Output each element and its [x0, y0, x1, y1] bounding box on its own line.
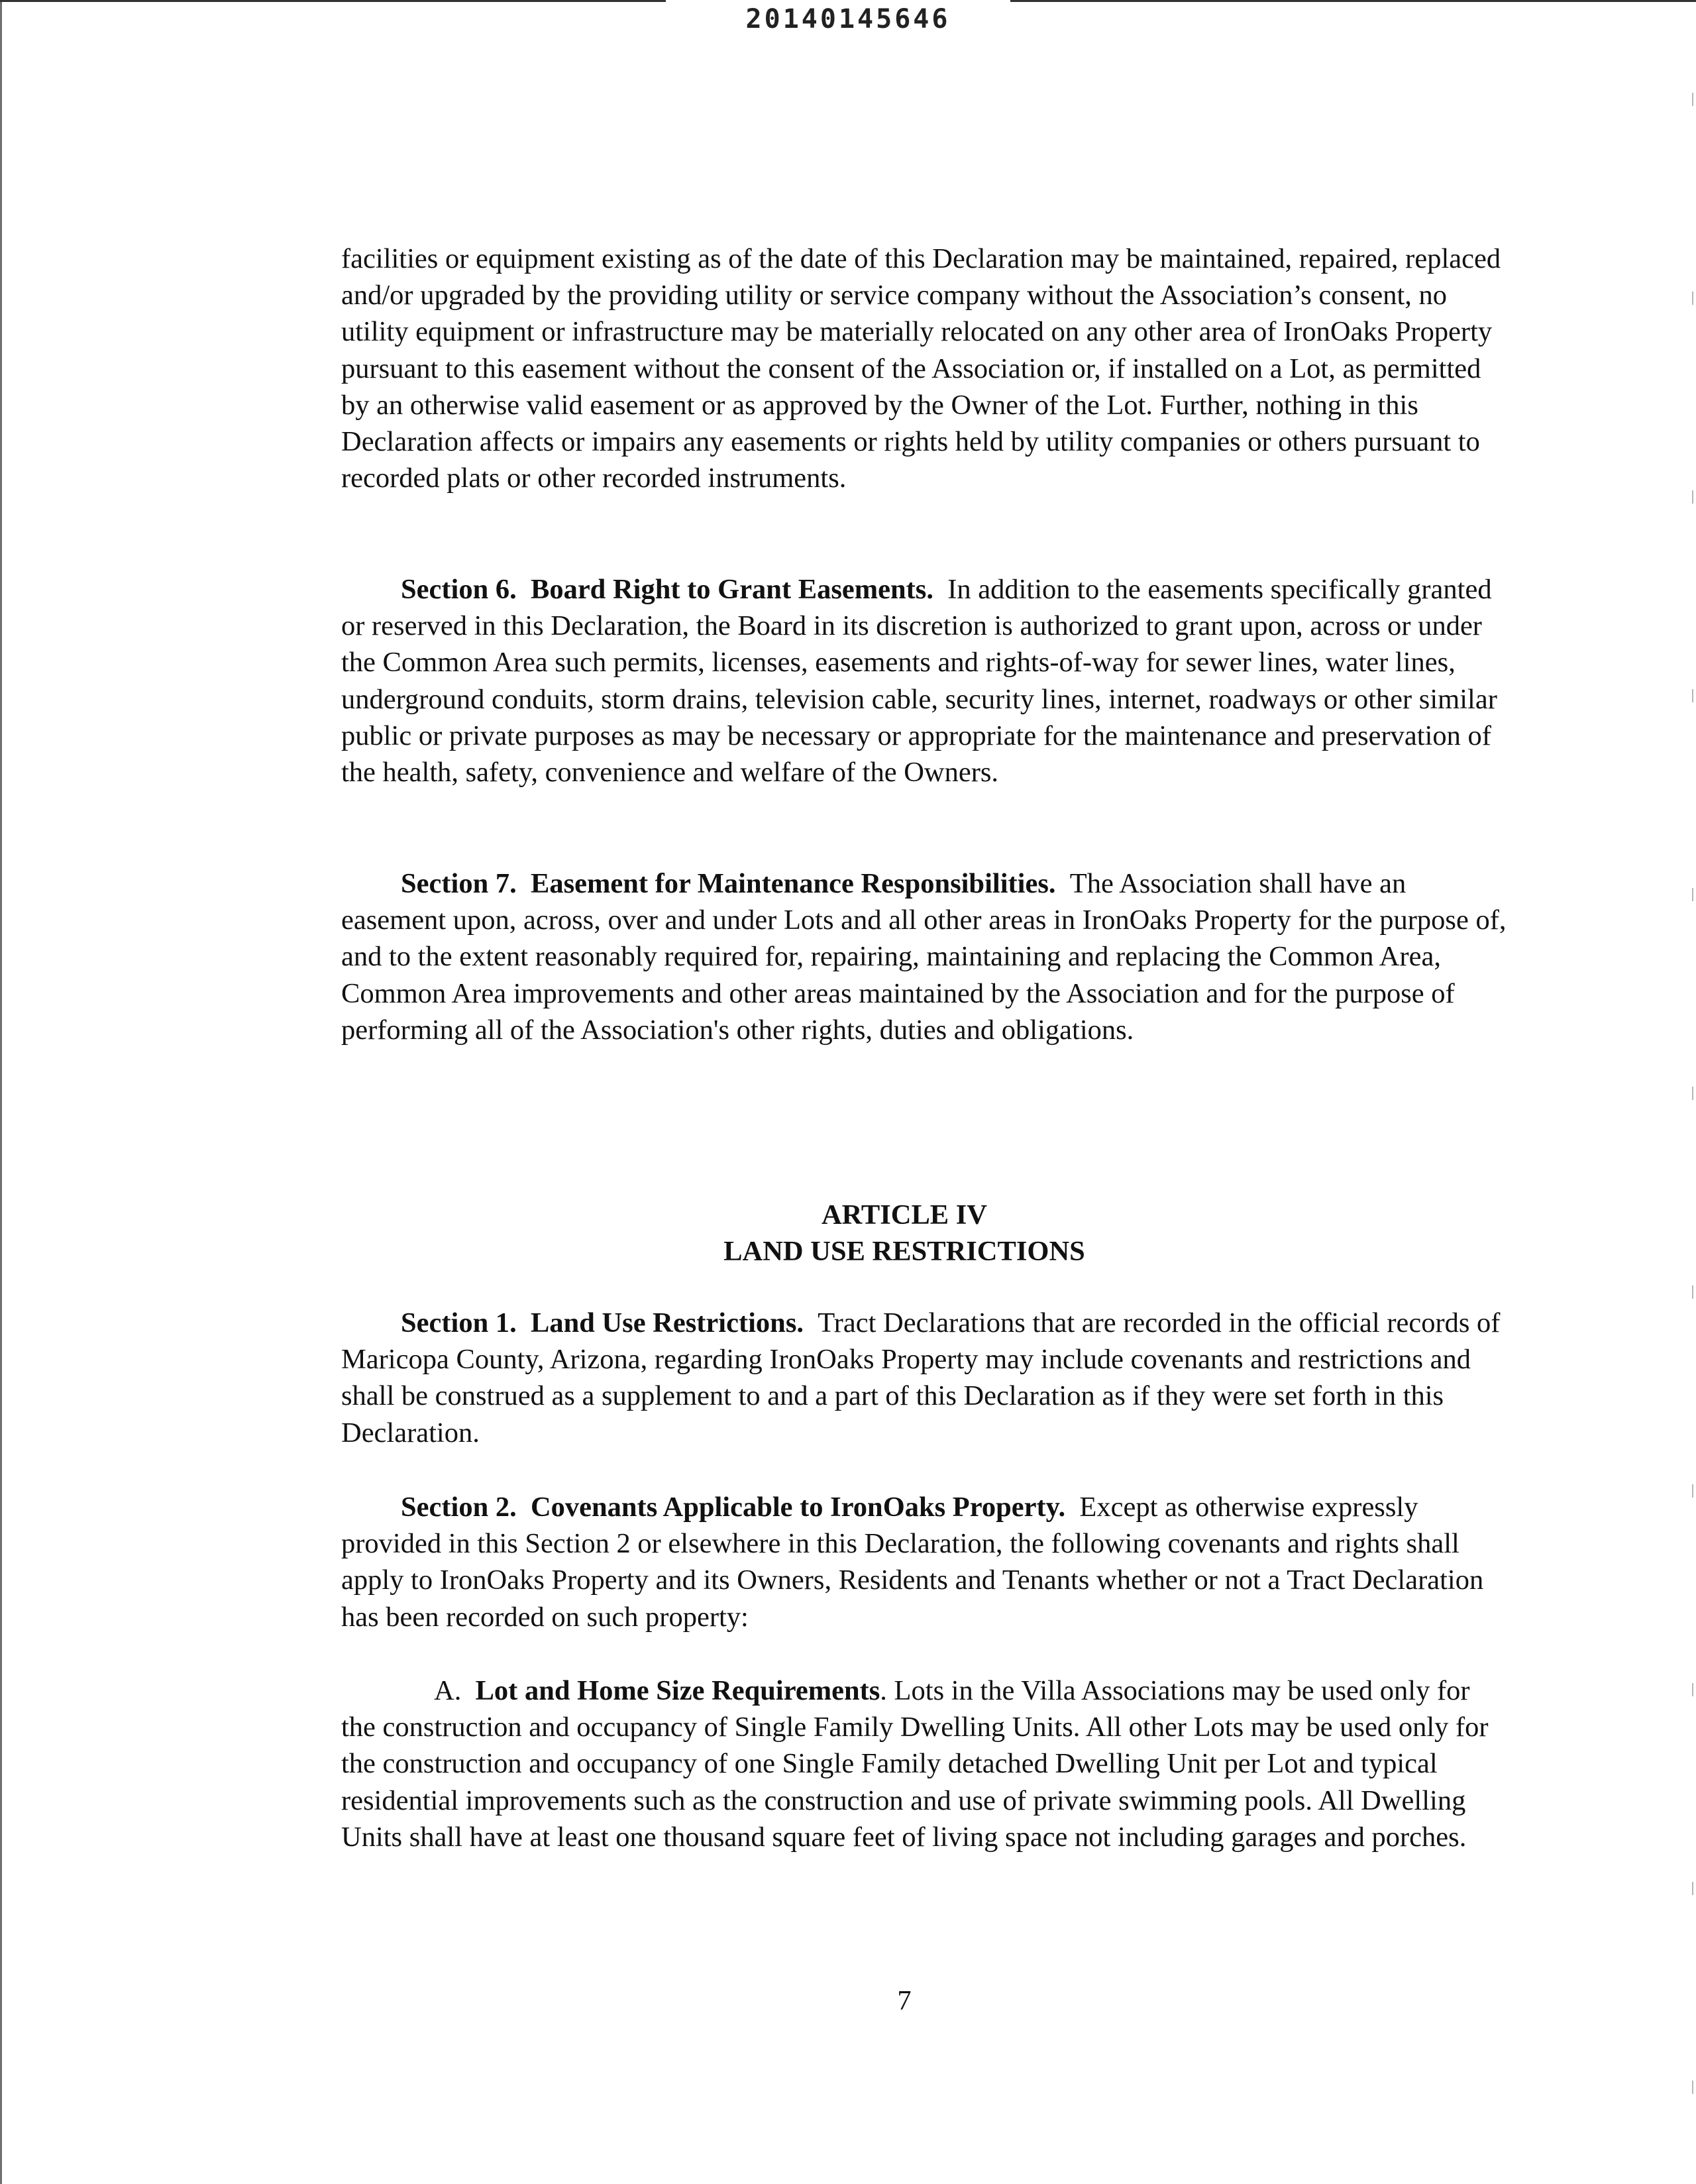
scan-edge-top-right — [1010, 0, 1696, 2]
section-6-title: Board Right to Grant Easements. — [530, 574, 933, 605]
article-section-2-text: Except as otherwise expressly provided in this Section 2 or elsewhere in this Declaration, the following covenants and rights shall apply to IronOaks Property and its Owners, Residents and Tenants whether or not a Tract Declaration has been recorded on such property: — [341, 1492, 1484, 1633]
continuation-paragraph — [341, 241, 1507, 496]
article-section-1-text: Tract Declarations that are recorded in the official records of Maricopa County, Arizona, regarding IronOaks Property may include covenants and restrictions and shall be construed as a supplement to and a part of this Declaration as if they were set forth in this Declaration. — [341, 1307, 1501, 1448]
section-6-text: In addition to the easements specifically granted or reserved in this Declaration, the Board in its discretion is authorized to grant upon, across or under the Common Area such permits, licenses, easements and rights-of-way for sewer lines, water lines, underground conduits, storm drains, television cable, security lines, internet, roadways or other similar public or private purposes as may be necessary or appropriate for the maintenance and preservation of the health, safety, convenience and welfare of the Owners. — [341, 574, 1497, 789]
section-7-text: The Association shall have an easement upon, across, over and under Lots and all other areas in IronOaks Property for the purpose of, and to the extent reasonably required for, repairing, maintaining and replacing the Common Area, Common Area improvements and other areas maintained by the Association and for the purpose of performing all of the Association's other rights, duties and obligations. — [341, 868, 1507, 1046]
section-7-paragraph — [341, 865, 1507, 1048]
section-6-paragraph — [341, 571, 1507, 791]
scan-edge-top-left — [0, 0, 666, 2]
article-section-2-paragraph — [341, 1489, 1507, 1635]
scan-edge-right — [1692, 0, 1693, 2184]
article-section-1-title: Land Use Restrictions. — [530, 1307, 804, 1338]
article-section-1-number: Section 1. — [401, 1307, 517, 1338]
subsection-a-text: . Lots in the Villa Associations may be used only for the construction and occupancy of Single Family Dwelling Units. All other Lots may be used only for the construction and occupancy of one Single Family detached Dwelling Unit per Lot and typical residential improvements such as the construction and use of private swimming pools. All Dwelling Units shall have at least one thousand square feet of living space not including garages and porches. — [341, 1675, 1489, 1853]
section-7-number: Section 7. — [401, 868, 517, 899]
section-6-number: Section 6. — [401, 574, 517, 605]
article-heading — [341, 1197, 1467, 1270]
document-number: 20140145646 — [745, 4, 951, 34]
article-section-2-title: Covenants Applicable to IronOaks Property. — [530, 1492, 1066, 1523]
article-number: ARTICLE IV — [821, 1199, 988, 1230]
article-section-1-paragraph — [341, 1305, 1507, 1451]
subsection-a-title: Lot and Home Size Requirements — [475, 1675, 880, 1706]
section-7-title: Easement for Maintenance Responsibilities. — [530, 868, 1056, 899]
continuation-text: facilities or equipment existing as of the date of this Declaration may be maintained, repaired, replaced and/or upgraded by the providing utility or service company without the Association’s consent, no utility equipment or infrastructure may be materially relocated on any other area of IronOaks Property pursuant to this easement without the consent of the Association or, if installed on a Lot, as permitted by an otherwise valid easement or as approved by the Owner of the Lot. Further, nothing in this Declaration affects or impairs any easements or rights held by utility companies or others pursuant to recorded plats or other recorded instruments. — [341, 243, 1501, 494]
article-section-2-number: Section 2. — [401, 1492, 517, 1523]
subsection-a-paragraph — [341, 1672, 1507, 1855]
page-number: 7 — [897, 1985, 912, 2016]
subsection-a-letter: A. — [434, 1675, 462, 1706]
scan-edge-left — [0, 0, 2, 2184]
article-title: LAND USE RESTRICTIONS — [723, 1236, 1085, 1268]
